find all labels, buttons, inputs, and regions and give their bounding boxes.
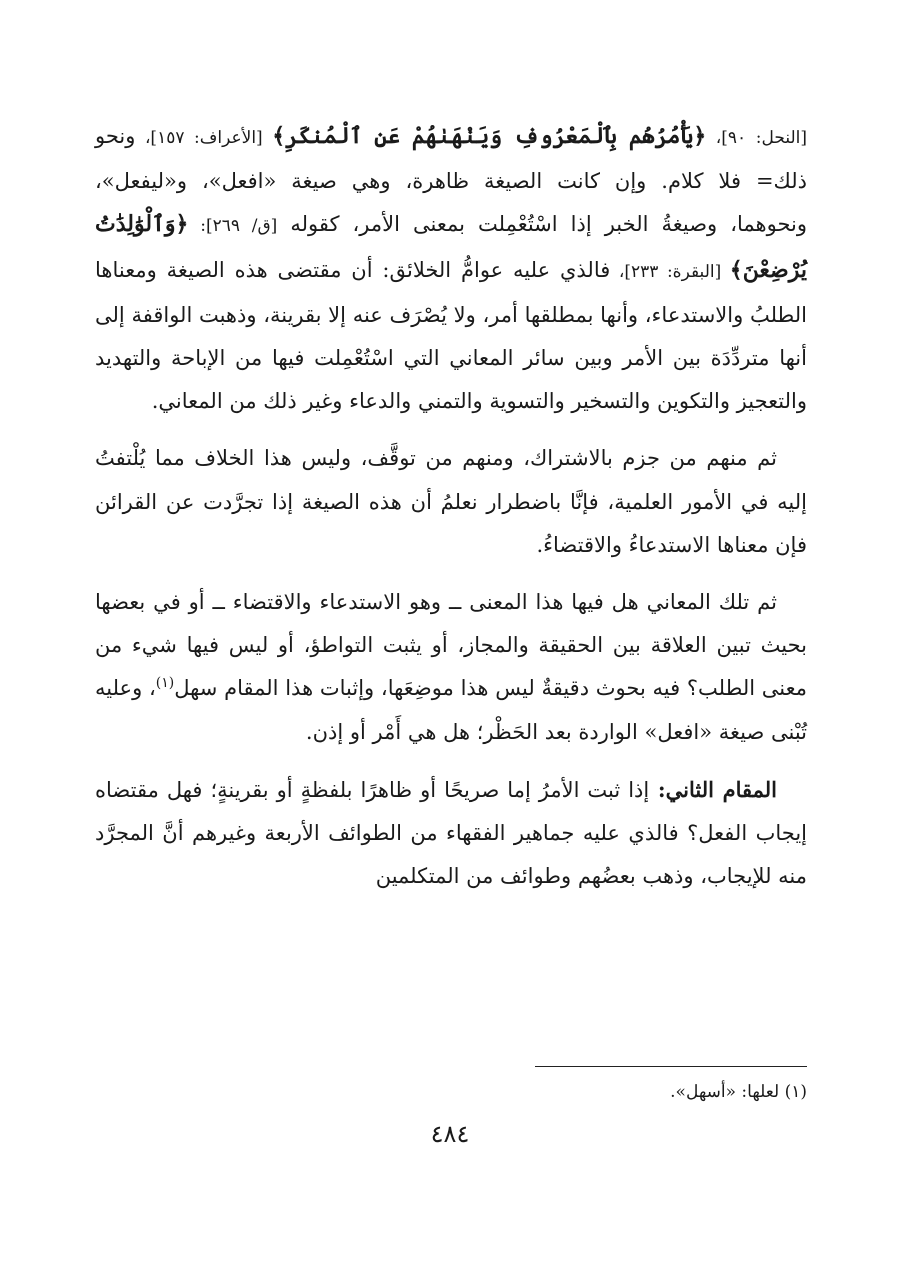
citation-baqara: [البقرة: ٢٣٣]، bbox=[610, 261, 730, 282]
main-text bbox=[95, 115, 807, 898]
section-lead: المقام الثاني: bbox=[649, 776, 777, 802]
paragraph-1 bbox=[95, 115, 807, 423]
footnote-divider bbox=[535, 1066, 807, 1067]
body-text: ثم تلك المعاني هل فيها هذا المعنى ــ وهو الاستدعاء والاقتضاء ــ أو في بعضها بحيث تبين العلاقة بين الحقيقة والمجاز، أو يثبت التواطؤ، أو ليس فيها شيء من معنى الطلب؟ فيه بحوث دقيقةٌ ليس هذا موضِعَها، وإثبات هذا المقام سهل bbox=[95, 590, 807, 701]
paragraph-4 bbox=[95, 768, 807, 899]
page-number: ٤٨٤ bbox=[430, 1120, 470, 1148]
quran-verse-araf: ﴿يَأْمُرُهُم بِٱلْمَعْرُوفِ وَيَنْهَىٰهُمْ عَنِ ٱلْمُنكَرِ﴾ bbox=[272, 123, 707, 149]
body-text: ثم منهم من جزم بالاشتراك، ومنهم من توقَّف، وليس هذا الخلاف مما يُلْتفتُ إليه في الأمور العلمية، فإنَّا باضطرار نعلمُ أن هذه الصيغة إذا تجرَّدت عن القرائن فإن معناها الاستدعاءُ والاقتضاءُ. bbox=[95, 446, 807, 557]
body-text: فالذي عليه عوامُّ الخلائق: أن مقتضى هذه الصيغة ومعناها الطلبُ والاستدعاء، وأنها بمطلقها أمر، ولا يُصْرَف عنه إلا بقرينة، وذهبت الواقفة إلى أنها متردِّدَة بين الأمر وبين سائر المعاني التي اسْتُعْمِلت فيها من الإباحة والتهديد والتعجيز والتكوين والتسخير والتسوية والتمني والدعاء وغير ذلك من المعاني. bbox=[95, 257, 807, 414]
citation-nahl: [النحل: ٩٠]، bbox=[706, 128, 807, 148]
footnote-marker: (١) bbox=[155, 675, 175, 692]
paragraph-2 bbox=[95, 437, 807, 567]
footnote: (١) لعلها: «أسهل». bbox=[670, 1082, 807, 1102]
body-text: ونحو ذلك= فلا كلام. وإن كانت الصيغة ظاهرة، وهي صيغة «افعل»، و«ليفعل»، ونحوهما، وصيغةُ الخبر إذا اسْتُعْمِلت بمعنى الأمر، كقوله bbox=[95, 124, 807, 237]
body-text: ، وعليه تُبْنى صيغة «افعل» الواردة بعد الحَظْر؛ هل هي أَمْر أو إذن. bbox=[95, 676, 807, 744]
paragraph-3 bbox=[95, 581, 807, 754]
quran-verse-baqara: ﴿وَٱلْوَٰلِدَٰتُ يُرْضِعْنَ﴾ bbox=[95, 211, 807, 283]
body-text: إذا ثبت الأمرُ إما صريحًا أو ظاهرًا بلفظةٍ أو بقرينةٍ؛ فهل مقتضاه إيجاب الفعل؟ فالذي عليه جماهير الفقهاء من الطوائف الأربعة وغيرهم أنَّ المجرَّد منه للإيجاب، وذهب بعضُهم وطوائف من المتكلمين bbox=[95, 777, 807, 889]
citation-araf: [الأعراف: ١٥٧]، bbox=[135, 128, 273, 148]
citation-qaf: [ق/ ٢٦٩]: bbox=[188, 216, 278, 237]
